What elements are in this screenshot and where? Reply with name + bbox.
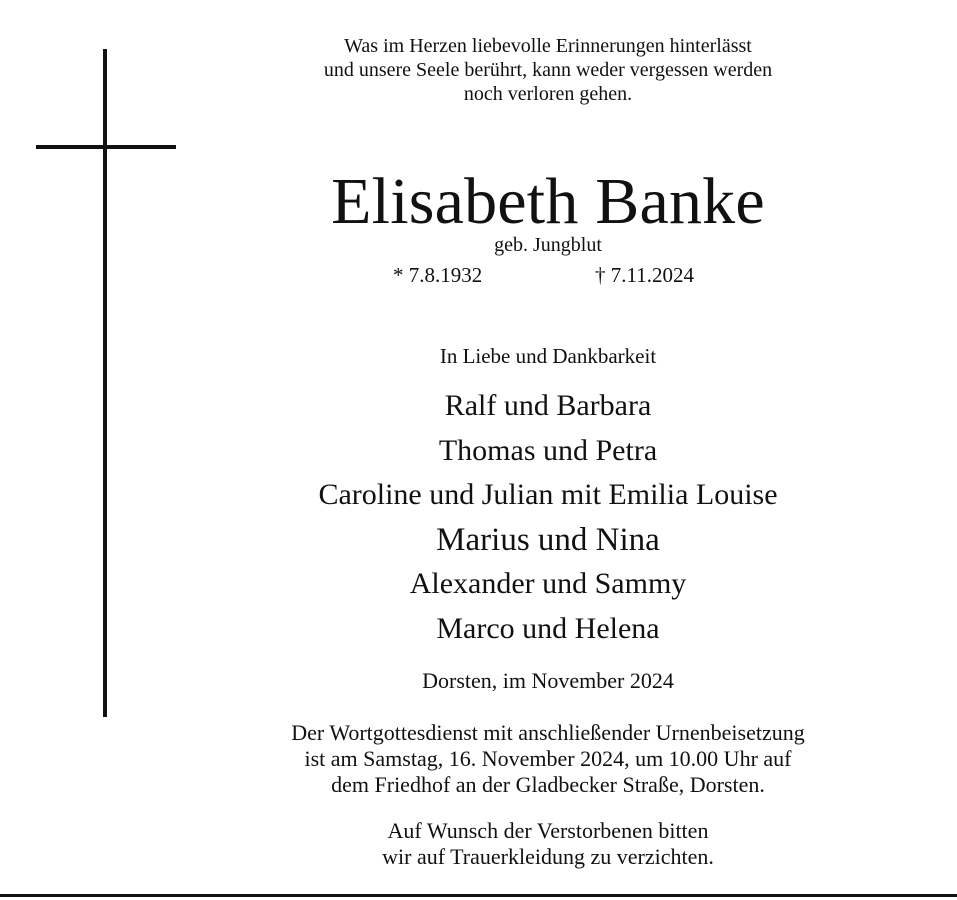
mourner-entry: Alexander und Sammy [409,567,687,600]
motto-line: Was im Herzen liebevolle Erinnerungen hinterlässt [344,35,752,57]
death-date: † 7.11.2024 [595,263,694,287]
place-and-date: Dorsten, im November 2024 [422,668,674,693]
cross-horizontal-bar [36,145,176,149]
maiden-name: geb. Jungblut [494,234,602,256]
mourner-entry: Ralf und Barbara [444,389,652,422]
wish-line: wir auf Trauerkleidung zu verzichten. [382,844,714,869]
service-announcement [250,720,846,798]
dedication-line: In Liebe und Dankbarkeit [439,344,657,368]
motto-line: und unsere Seele berührt, kann weder vergessen werden [323,59,773,81]
motto-line: noch verloren gehen. [463,83,633,105]
mourners-list [250,384,846,651]
service-line: dem Friedhof an der Gladbecker Straße, Dorsten. [331,772,765,797]
mourner-entry: Caroline und Julian mit Emilia Louise [318,478,778,511]
service-line: Der Wortgottesdienst mit anschließender Urnenbeisetzung [291,720,805,745]
deceased-wish-note [250,818,846,870]
mourner-entry: Thomas und Petra [438,433,658,467]
deceased-name: Elisabeth Banke [331,165,765,238]
wish-line: Auf Wunsch der Verstorbenen bitten [387,818,709,843]
mourner-entry: Marius und Nina [436,521,660,558]
service-line: ist am Samstag, 16. November 2024, um 10.00 Uhr auf [304,746,792,771]
mourner-entry: Marco und Helena [436,611,660,645]
cross-vertical-bar [103,49,107,717]
birth-date: * 7.8.1932 [393,263,483,287]
motto-quote [250,34,846,106]
